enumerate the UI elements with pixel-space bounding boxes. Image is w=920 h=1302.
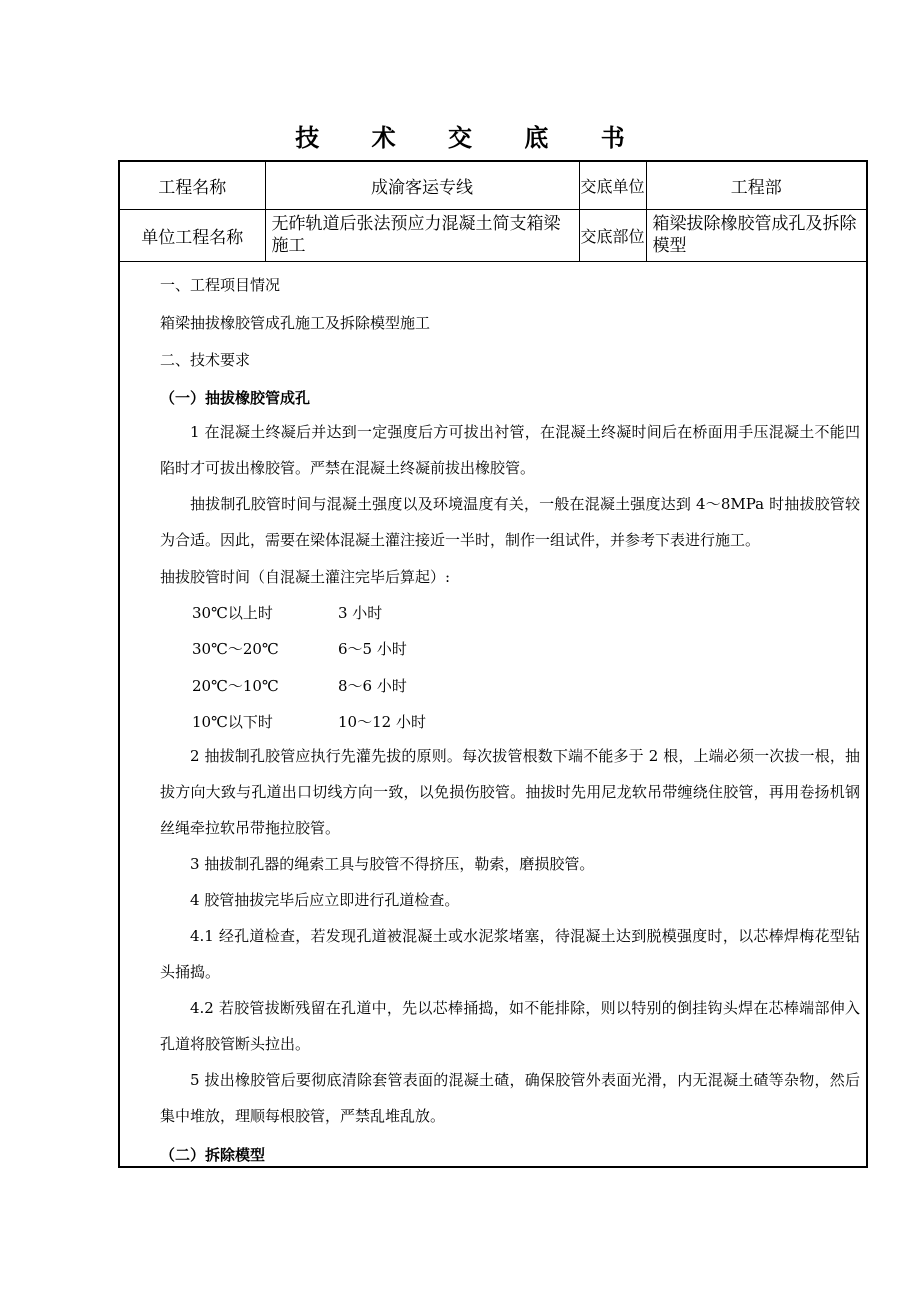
schedule-temp: 30℃～20℃ <box>192 640 279 658</box>
disclosure-unit-value: 工程部 <box>646 162 866 209</box>
disclosure-form <box>118 160 868 1168</box>
section2-heading: 二、技术要求 <box>160 351 251 369</box>
document-title: 技 术 交 底 书 <box>295 123 647 152</box>
paragraph-1: 1 在混凝土终凝后并达到一定强度后方可拔出衬管，在混凝土终凝时间后在桥面用手压混凝土不能凹陷时才可拔出橡胶管。严禁在混凝土终凝前拔出橡胶管。 <box>160 423 860 477</box>
section1-heading: 一、工程项目情况 <box>160 276 281 294</box>
schedule-temp: 20℃～10℃ <box>192 677 279 695</box>
paragraph-4: 3 抽拔制孔器的绳索工具与胶管不得挤压，勒索，磨损胶管。 <box>190 855 595 873</box>
schedule-time: 3 小时 <box>338 604 383 622</box>
schedule-temp: 30℃以上时 <box>192 604 273 622</box>
disclosure-unit-label: 交底单位 <box>579 162 646 209</box>
disclosure-part-value: 箱梁拔除橡胶管成孔及拆除模型 <box>646 209 866 261</box>
project-name-label: 工程名称 <box>120 162 265 209</box>
paragraph-6: 4.1 经孔道检查，若发现孔道被混凝土或水泥浆堵塞，待混凝土达到脱模强度时，以芯棒焊梅花型钻头捅捣。 <box>160 927 860 981</box>
paragraph-7: 4.2 若胶管拔断残留在孔道中，先以芯棒捅捣，如不能排除，则以特别的倒挂钩头焊在芯棒端部伸入孔道将胶管断头拉出。 <box>160 999 860 1053</box>
schedule-temp: 10℃以下时 <box>192 713 273 731</box>
section1-text: 箱梁抽拔橡胶管成孔施工及拆除模型施工 <box>160 314 431 332</box>
schedule-time: 8～6 小时 <box>338 677 407 695</box>
schedule-intro: 抽拔胶管时间（自混凝土灌注完毕后算起）: <box>160 568 451 586</box>
paragraph-5: 4 胶管抽拔完毕后应立即进行孔道检查。 <box>190 891 460 909</box>
subsection2-heading: （二）拆除模型 <box>160 1146 266 1164</box>
unit-project-value: 无砟轨道后张法预应力混凝土简支箱梁施工 <box>265 209 579 261</box>
unit-project-label: 单位工程名称 <box>120 209 265 261</box>
schedule-time: 6～5 小时 <box>338 640 407 658</box>
disclosure-part-label: 交底部位 <box>579 209 646 261</box>
paragraph-2: 抽拔制孔胶管时间与混凝土强度以及环境温度有关，一般在混凝土强度达到 4～8MPa 时抽拔胶管较为合适。因此，需要在梁体混凝土灌注接近一半时，制作一组试件，并参考下表进行施工。 <box>160 495 860 549</box>
project-name-value: 成渝客运专线 <box>265 162 579 209</box>
paragraph-8: 5 拔出橡胶管后要彻底清除套管表面的混凝土碴，确保胶管外表面光滑，内无混凝土碴等杂物，然后集中堆放，理顺每根胶管，严禁乱堆乱放。 <box>160 1071 860 1125</box>
header-table <box>120 162 866 262</box>
paragraph-3: 2 抽拔制孔胶管应执行先灌先拔的原则。每次拔管根数下端不能多于 2 根，上端必须一次拔一根，抽拔方向大致与孔道出口切线方向一致，以免损伤胶管。抽拔时先用尼龙软吊带缠绕住胶管，再用卷扬机钢丝绳牵拉软吊带拖拉胶管。 <box>160 747 860 837</box>
subsection1-heading: （一）抽拔橡胶管成孔 <box>160 389 311 407</box>
schedule-time: 10～12 小时 <box>338 713 426 731</box>
